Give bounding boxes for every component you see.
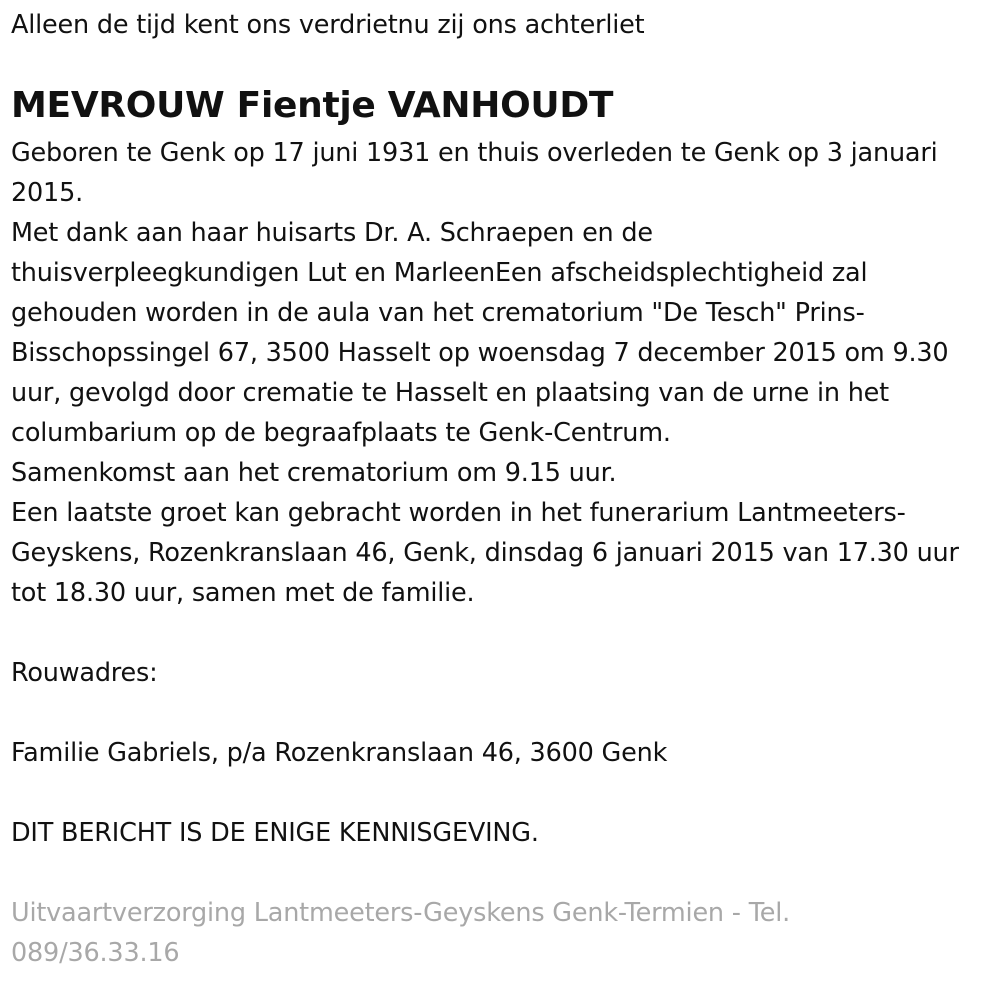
body-line: columbarium op de begraafplaats te Genk-Centrum. [11, 418, 671, 448]
body-line: Geboren te Genk op 17 juni 1931 en thuis overleden te Genk op 3 januari [11, 138, 938, 168]
body-line: tot 18.30 uur, samen met de familie. [11, 578, 475, 608]
rouwadres-label: Rouwadres: [11, 658, 158, 688]
body-line: Bisschopssingel 67, 3500 Hasselt op woensdag 7 december 2015 om 9.30 [11, 338, 949, 368]
funeral-service-footer [11, 893, 790, 973]
body-line: Samenkomst aan het crematorium om 9.15 uur. [11, 458, 617, 488]
intro-quote: Alleen de tijd kent ons verdrietnu zij ons achterliet [11, 10, 645, 40]
body-line: 2015. [11, 178, 84, 208]
rouwadres-address: Familie Gabriels, p/a Rozenkranslaan 46, 3600 Genk [11, 738, 668, 768]
footer-line: 089/36.33.16 [11, 938, 180, 968]
body-line: gehouden worden in de aula van het crematorium "De Tesch" Prins- [11, 298, 865, 328]
footer-line: Uitvaartverzorging Lantmeeters-Geyskens Genk-Termien - Tel. [11, 898, 791, 928]
body-line: Met dank aan haar huisarts Dr. A. Schraepen en de [11, 218, 653, 248]
obituary-body [11, 133, 959, 613]
body-line: Geyskens, Rozenkranslaan 46, Genk, dinsdag 6 januari 2015 van 17.30 uur [11, 538, 959, 568]
sole-notice-statement: DIT BERICHT IS DE ENIGE KENNISGEVING. [11, 818, 539, 848]
body-line: uur, gevolgd door crematie te Hasselt en plaatsing van de urne in het [11, 378, 889, 408]
body-line: Een laatste groet kan gebracht worden in het funerarium Lantmeeters- [11, 498, 906, 528]
body-line: thuisverpleegkundigen Lut en MarleenEen afscheidsplechtigheid zal [11, 258, 868, 288]
deceased-name-title: MEVROUW Fientje VANHOUDT [11, 85, 614, 126]
